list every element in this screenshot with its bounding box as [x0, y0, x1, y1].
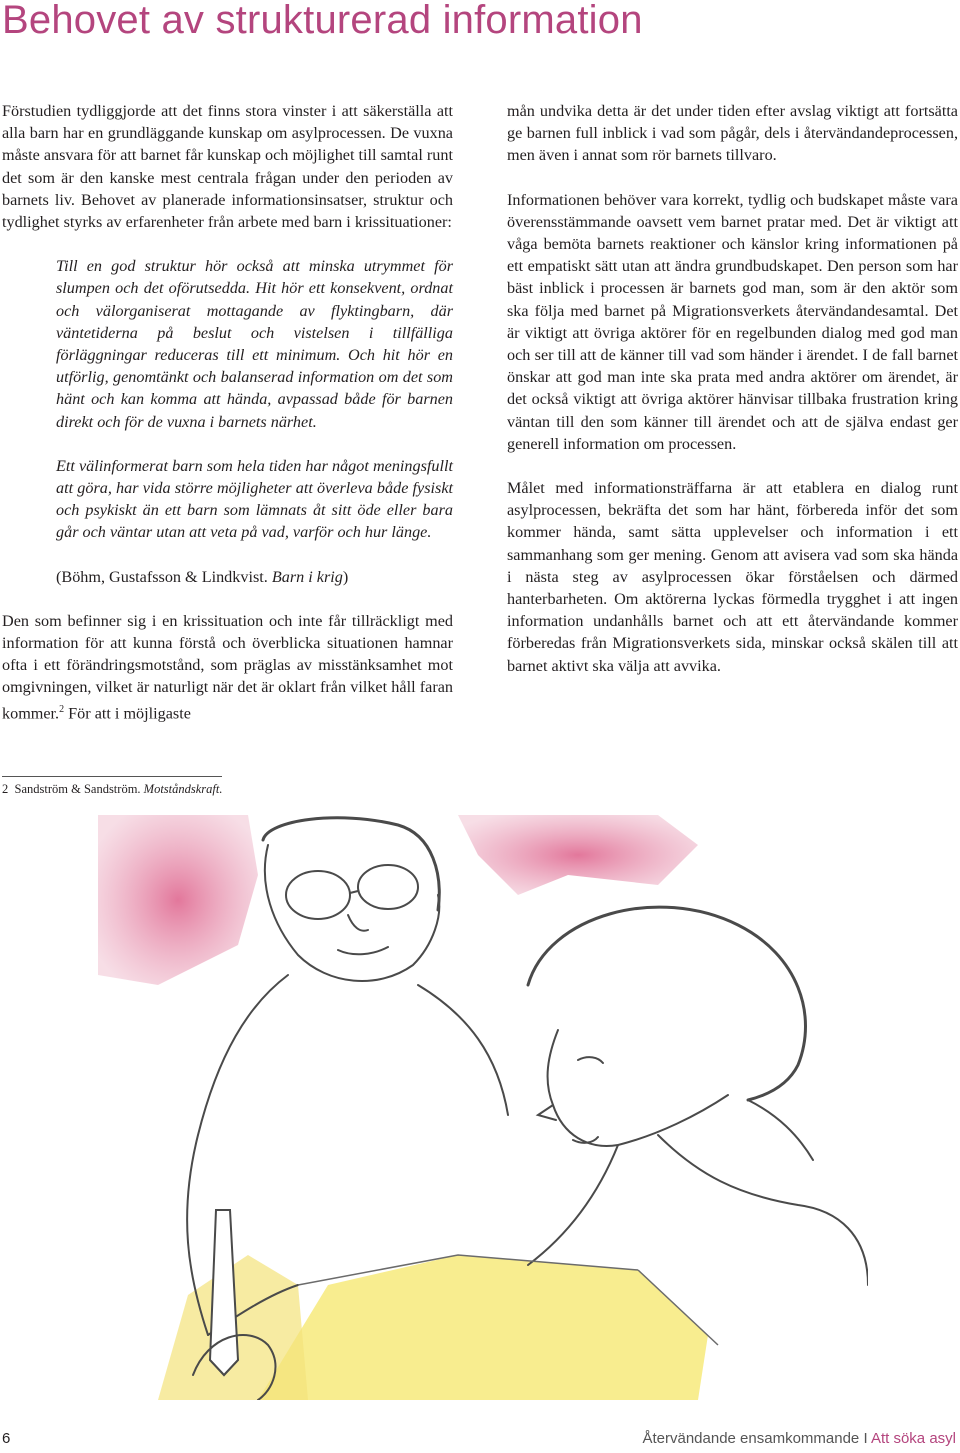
right-paragraph-2: Informationen behöver vara korrekt, tydlig och budskapet måste vara överensstämmande oavsett vem barnet pratar med. Det är viktigt att våga bemöta barnets reaktioner och känslor kring informationen på ett empatiskt sätt utan att ändra grundbudskapet. Den person som har bäst inblick i processen är barnets god man, som är den aktör som ska följa med barnet på Migrationsverkets återvändandesamtal. Det är viktigt att övriga aktörer för en regelbunden dialog med god man och ser till att de känner till vad som händer i ärendet. I de fall barnet önskar att god man inte ska prata med andra aktörer om ärendet, är det också viktigt att övriga aktörer hänvisar tillbaka frustration kring väntan till den som känner till ärendet och att de själva endast ger generell information om processen.	[507, 190, 958, 453]
page-title: Behovet av strukturerad information	[2, 0, 643, 42]
yellow-paper-wash	[158, 1255, 708, 1400]
pink-watercolor-wash	[98, 815, 698, 985]
intro-paragraph: Förstudien tydliggjorde att det finns stora vinster i att säkerställa att alla barn har en grundläggande kunskap om asylprocessen. De vuxna måste ansvara för att barnet får kunskap och möjlighet till samtal runt det som är den kanske mest centrala frågan under den perioden av barnets liv. Behovet av planerade informationsinsatser, struktur och tydlighet styrks av erfarenheter från arbete med barn i krissituationer:	[2, 102, 453, 232]
citation-close: )	[342, 567, 349, 586]
closing-paragraph-text: Den som befinner sig i en krissituation och inte får tillräckligt med information för att kunna förstå och överblicka situationen hamnar ofta i ett förändringsmotstånd, som präglas av misstänksamhet mot omgivningen, vilket är naturligt när det är oklart från vilket håll faran kommer.	[2, 611, 453, 723]
block-quote-2: Ett välinformerat barn som hela tiden har något meningsfullt att göra, har vida större möjligheter att överleva både fysiskt och psykiskt än ett barn som lämnats åt sitt öde eller bara går och väntar utan att veta på vad, varför och hur länge.	[56, 456, 453, 542]
footer-separator: I	[863, 1430, 868, 1447]
citation-title: Barn i krig	[271, 567, 343, 586]
illustration-adult-and-child-drawing	[98, 815, 868, 1400]
footnote-work: Motståndskraft.	[143, 782, 223, 796]
footnote-number: 2	[2, 782, 9, 796]
footer-publication: Återvändande ensamkommande	[642, 1430, 860, 1447]
page-number: 6	[2, 1430, 11, 1447]
footnote	[2, 781, 223, 797]
footnote-authors: Sandström & Sandström.	[14, 782, 144, 796]
citation-authors: (Böhm, Gustafsson & Lindkvist.	[56, 567, 272, 586]
left-column	[2, 100, 453, 724]
quote-citation	[56, 566, 453, 588]
closing-paragraph	[2, 610, 453, 724]
footnote-reference: 2	[59, 703, 65, 715]
closing-paragraph-end: För att i möjligaste	[64, 704, 191, 723]
running-footer	[642, 1430, 956, 1447]
right-paragraph-1: mån undvika detta är det under tiden efter avslag viktigt att fortsätta ge barnen full inblick i vad som pågår, dels i återvändandeprocessen, men även i annat som rör barnets tillvaro.	[507, 102, 958, 165]
footer-section: Att söka asyl	[870, 1430, 956, 1447]
right-column	[507, 100, 958, 677]
block-quote-1: Till en god struktur hör också att minska utrymmet för slumpen och det oförutsedda. Hit hör ett konsekvent, ordnat och välorganiserat mottagande av flyktingbarn, där väntetiderna på beslut och vistelsen i tillfälliga förläggningar reduceras till ett minimum. Och hit hör en utförlig, genomtänkt och balanserad information om det som hänt och kan komma att hända, avpassad både för barnen direkt och för de vuxna i barnets närhet.	[56, 257, 453, 431]
child-figure-sketch	[528, 907, 868, 1285]
footnote-divider	[2, 776, 222, 777]
right-paragraph-3: Målet med informationsträffarna är att etablera en dialog runt asylprocessen, bekräfta det som har hänt, förbereda inför det som kommer hända, samt sätta upplevelser och information i ett sammanhang som ger mening. Genom att avisera vad som ska hända i nästa steg av asylprocessen ökar förståelsen och därmed hanterbarheten. Om aktörerna lyckas förmedla trygghet i att ingen information undanhålls barnet och att ett återvändande kommer förberedas från Migrationsverkets sida, minskar också skälen till att barnet aktivt ska välja att avvika.	[507, 479, 958, 675]
